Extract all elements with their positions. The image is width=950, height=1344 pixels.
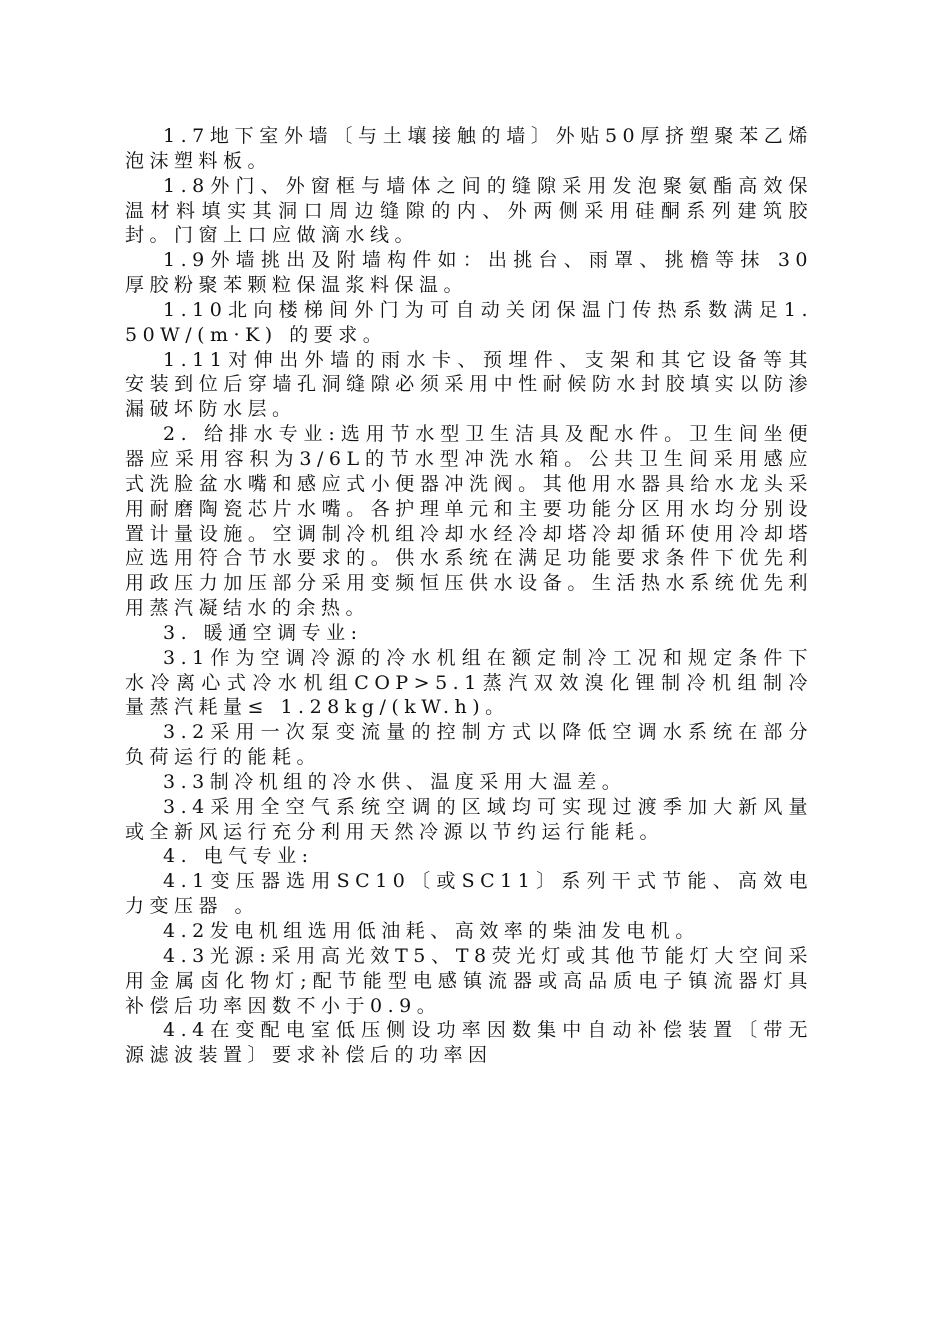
paragraph-3-4: 3.4采用全空气系统空调的区域均可实现过渡季加大新风量或全新风运行充分利用天然冷源以节约运行能耗。: [125, 795, 813, 843]
heading-4-electrical: 4. 电气专业:: [163, 845, 314, 868]
paragraph-4-1: 4.1变压器选用SC10〔或SC11〕系列干式节能、高效电力变压器 。: [125, 870, 813, 918]
paragraph-4-2: 4.2发电机组选用低油耗、高效率的柴油发电机。: [163, 920, 700, 942]
paragraph-1-7: 1.7地下室外墙〔与土壤接触的墙〕外贴50厚挤塑聚苯乙烯泡沫塑料板。: [125, 125, 813, 172]
heading-3-hvac: 3. 暖通空调专业:: [163, 621, 363, 644]
paragraph-1-10: 1.10北向楼梯间外门为可自动关闭保温门传热系数满足1.50W/(m·K) 的要求。: [125, 298, 813, 346]
paragraph-1-8: 1.8外门、外窗框与墙体之间的缝隙采用发泡聚氨酯高效保温材料填实其洞口周边缝隙的内、外两侧采用硅酮系列建筑胶封。门窗上口应做滴水线。: [125, 174, 813, 247]
paragraph-3-2: 3.2采用一次泵变流量的控制方式以降低空调水系统在部分负荷运行的能耗。: [125, 721, 813, 769]
paragraph-4-4: 4.4在变配电室低压侧设功率因数集中自动补偿装置〔带无源滤波装置〕要求补偿后的功率因: [125, 1019, 813, 1067]
paragraph-3-3: 3.3制冷机组的冷水供、温度采用大温差。: [163, 770, 627, 793]
paragraph-2-plumbing: 2. 给排水专业:选用节水型卫生洁具及配水件。卫生间坐便器应采用容积为3/6L的节水型冲洗水箱。公共卫生间采用感应式洗脸盆水嘴和感应式小便器冲洗阀。其他用水器具给水龙头采用耐磨陶瓷芯片水嘴。各护理单元和主要功能分区用水均分别设置计量设施。空调制冷机组冷却水经冷却塔冷却循环使用冷却塔应选用符合节水要求的。供水系统在满足功能要求条件下优先利用政压力加压部分采用变频恒压供水设备。生活热水系统优先利用蒸汽凝结水的余热。: [125, 423, 813, 620]
document-body: [125, 124, 813, 1068]
paragraph-4-3: 4.3光源:采用高光效T5、T8荧光灯或其他节能灯大空间采用金属卤化物灯;配节能型电感镇流器或高品质电子镇流器灯具补偿后功率因数不小于0.9。: [125, 944, 813, 1017]
paragraph-3-1: 3.1作为空调冷源的冷水机组在额定制冷工况和规定条件下水冷离心式冷水机组COP>5.1蒸汽双效溴化锂制冷机组制冷量蒸汽耗量≤ 1.28kg/(kW.h)。: [125, 646, 813, 719]
paragraph-1-11: 1.11对伸出外墙的雨水卡、预埋件、支架和其它设备等其安装到位后穿墙孔洞缝隙必须采用中性耐候防水封胶填实以防渗漏破坏防水层。: [125, 348, 813, 421]
paragraph-1-9: 1.9外墙挑出及附墙构件如：出挑台、雨罩、挑檐等抹 30厚胶粉聚苯颗粒保温浆料保温。: [125, 249, 813, 297]
